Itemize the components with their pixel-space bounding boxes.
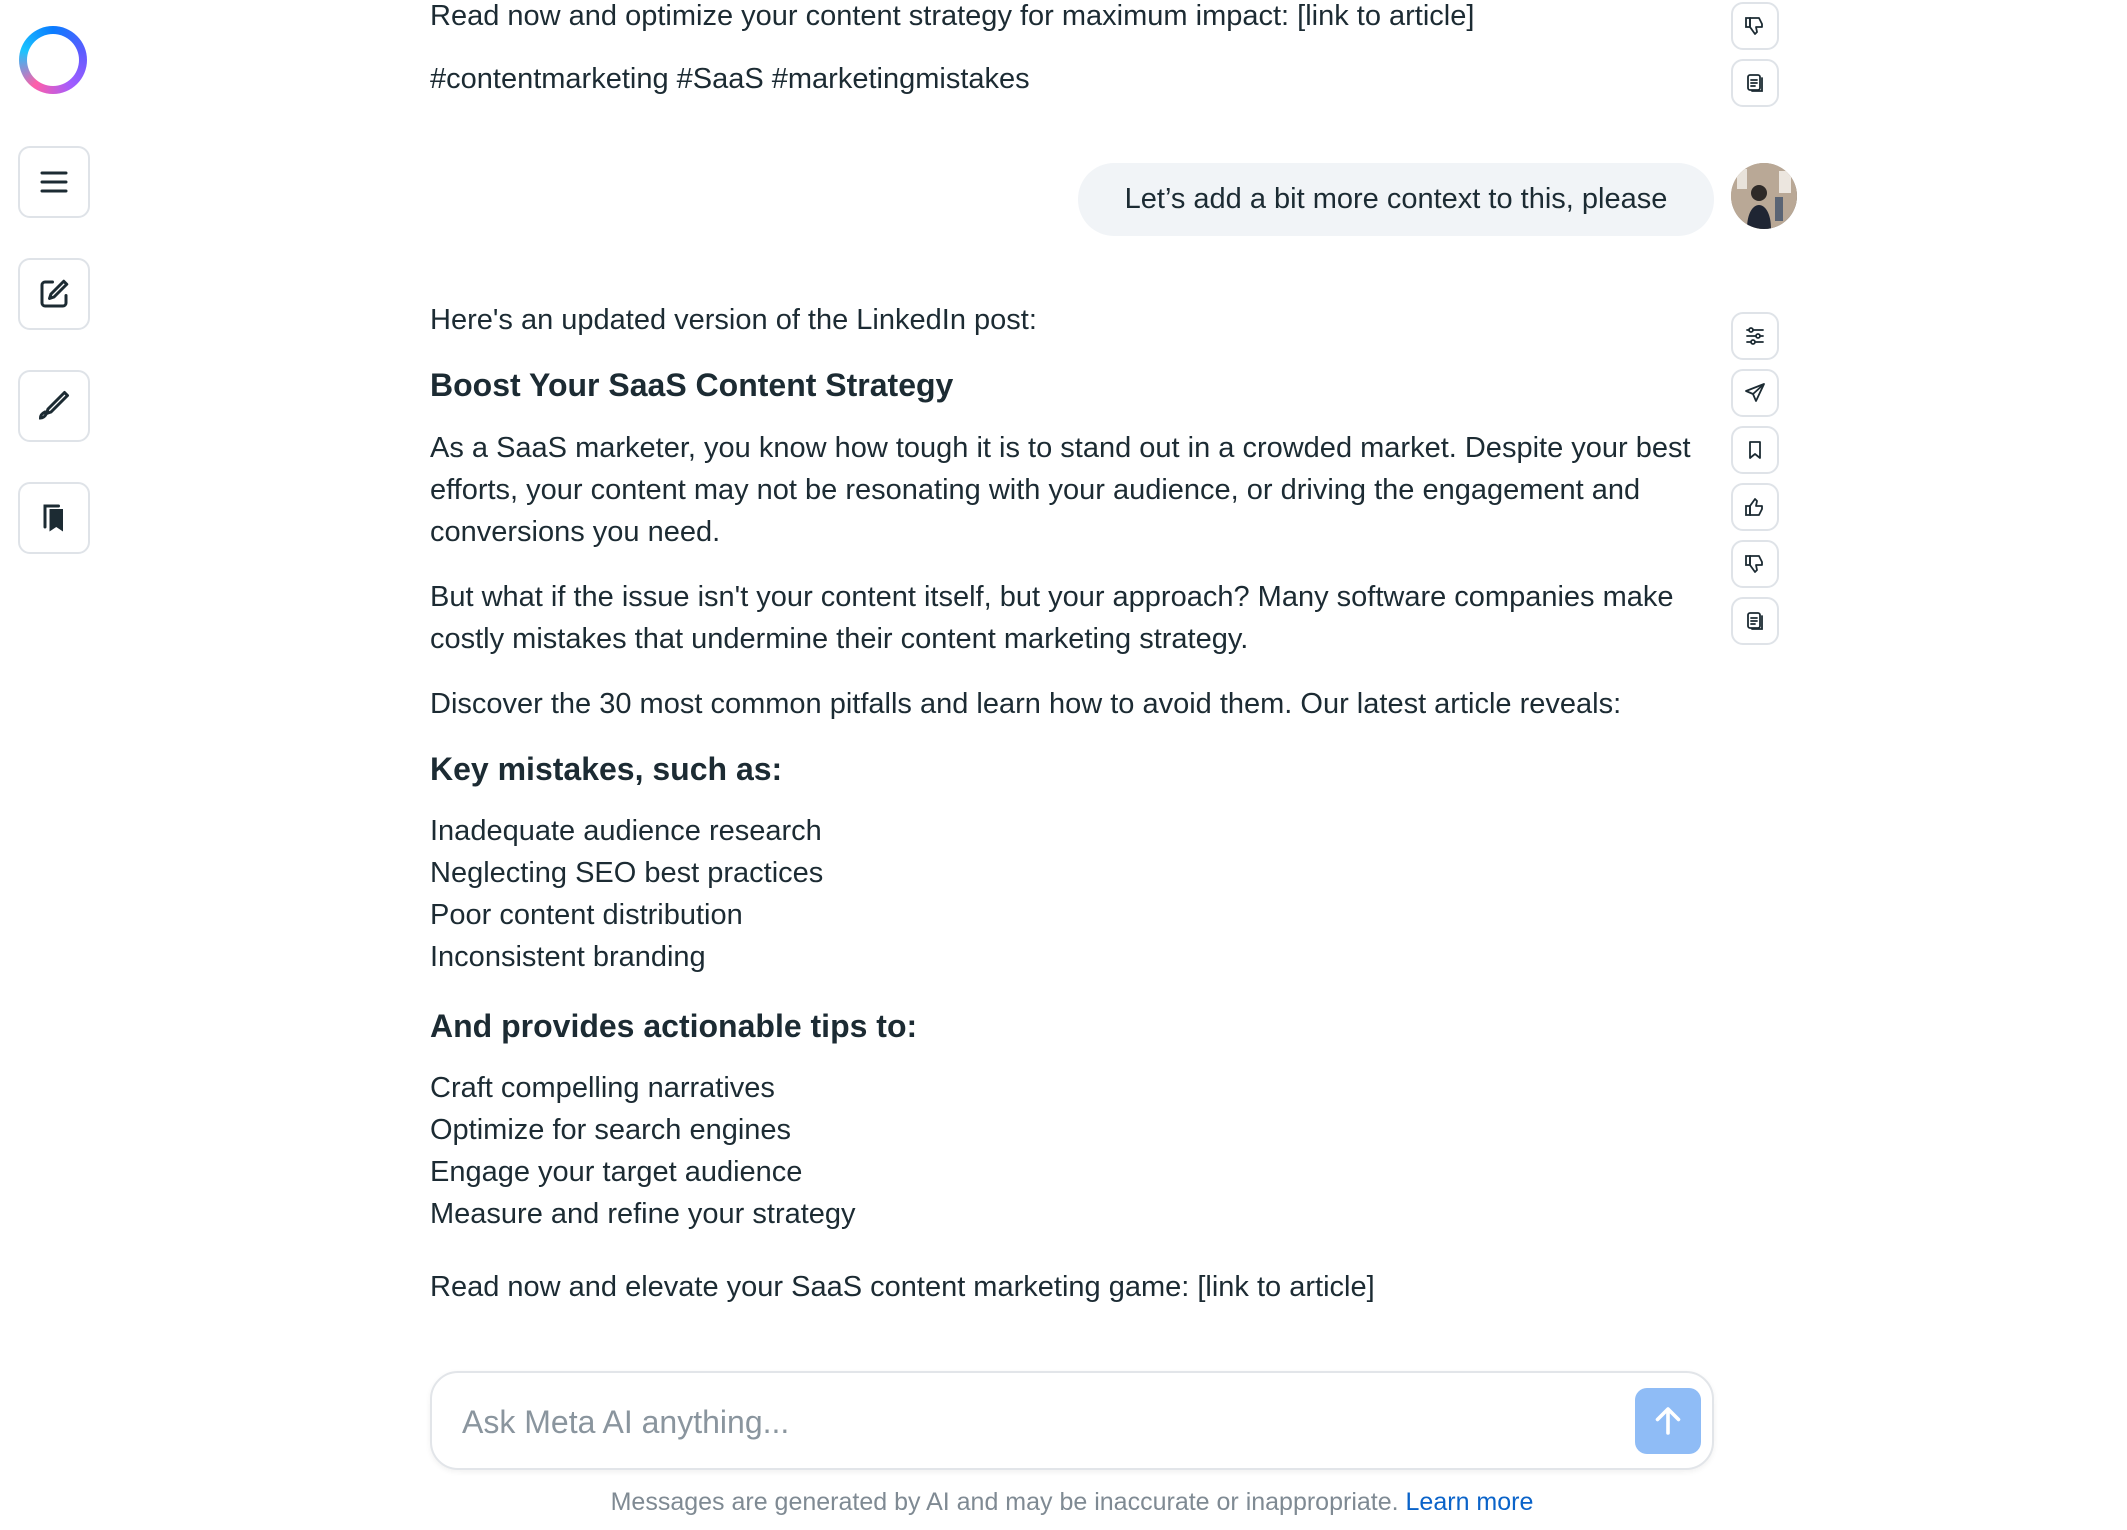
previous-response-hashtags: #contentmarketing #SaaS #marketingmistakes: [430, 63, 1030, 95]
sliders-icon: [1743, 324, 1767, 348]
meta-ai-logo-icon[interactable]: [19, 26, 87, 94]
response-paragraph: But what if the issue isn't your content itself, but your approach? Many software companies make costly mistakes that undermine their content marketing strategy.: [430, 581, 1674, 655]
list-item: Measure and refine your strategy: [430, 1198, 856, 1230]
response-title: Boost Your SaaS Content Strategy: [430, 367, 954, 403]
learn-more-link[interactable]: Learn more: [1405, 1488, 1534, 1516]
mistakes-list: [430, 810, 1720, 978]
list-item: Poor content distribution: [430, 899, 743, 931]
list-item: Inconsistent branding: [430, 941, 706, 973]
copy-button[interactable]: [1731, 597, 1779, 645]
pencil-icon: [36, 388, 72, 424]
list-item: Engage your target audience: [430, 1156, 803, 1188]
mistakes-heading: Key mistakes, such as:: [430, 751, 783, 787]
bookmarks-button[interactable]: [18, 482, 90, 554]
settings-button[interactable]: [1731, 312, 1779, 360]
previous-response-line: Read now and optimize your content strategy for maximum impact: [link to article]: [430, 0, 1475, 32]
response-intro: Here's an updated version of the LinkedIn post:: [430, 304, 1037, 336]
disclaimer-text: Messages are generated by AI and may be inaccurate or inappropriate.: [610, 1488, 1399, 1516]
response-paragraph: As a SaaS marketer, you know how tough it is to stand out in a crowded market. Despite your best efforts, your content may not be resonating with your audience, or driving the engagement and conversions you need.: [430, 432, 1691, 548]
like-button[interactable]: [1731, 483, 1779, 531]
copy-icon: [1743, 609, 1767, 633]
tips-list: [430, 1067, 1720, 1235]
thumbs-up-icon: [1743, 495, 1767, 519]
response-closing: Read now and elevate your SaaS content marketing game: [link to article]: [430, 1271, 1375, 1303]
send-button[interactable]: [1635, 1388, 1701, 1454]
copy-button[interactable]: [1731, 59, 1779, 107]
disclaimer: [430, 1488, 1714, 1517]
share-button[interactable]: [1731, 369, 1779, 417]
imagine-button[interactable]: [18, 370, 90, 442]
left-rail: [0, 0, 108, 1530]
arrow-up-icon: [1650, 1403, 1686, 1439]
thumbs-down-icon: [1743, 14, 1767, 38]
bookmarks-icon: [36, 500, 72, 536]
list-item: Craft compelling narratives: [430, 1072, 775, 1104]
thumbs-down-icon: [1743, 552, 1767, 576]
list-item: Optimize for search engines: [430, 1114, 792, 1146]
user-photo-icon: [1731, 163, 1797, 229]
message-composer: [430, 1371, 1714, 1470]
list-item: Neglecting SEO best practices: [430, 857, 824, 889]
bookmark-icon: [1743, 438, 1767, 462]
new-chat-icon: [36, 276, 72, 312]
user-message-bubble: Let’s add a bit more context to this, please: [1078, 163, 1714, 236]
message-input[interactable]: [460, 1397, 1610, 1447]
dislike-button[interactable]: [1731, 540, 1779, 588]
send-icon: [1743, 381, 1767, 405]
tips-heading: And provides actionable tips to:: [430, 1008, 918, 1044]
copy-icon: [1743, 71, 1767, 95]
response-paragraph: Discover the 30 most common pitfalls and learn how to avoid them. Our latest article reveals:: [430, 688, 1622, 720]
dislike-button[interactable]: [1731, 2, 1779, 50]
list-item: Inadequate audience research: [430, 815, 822, 847]
new-chat-button[interactable]: [18, 258, 90, 330]
bookmark-button[interactable]: [1731, 426, 1779, 474]
menu-icon: [36, 164, 72, 200]
user-avatar: [1731, 163, 1797, 229]
menu-button[interactable]: [18, 146, 90, 218]
